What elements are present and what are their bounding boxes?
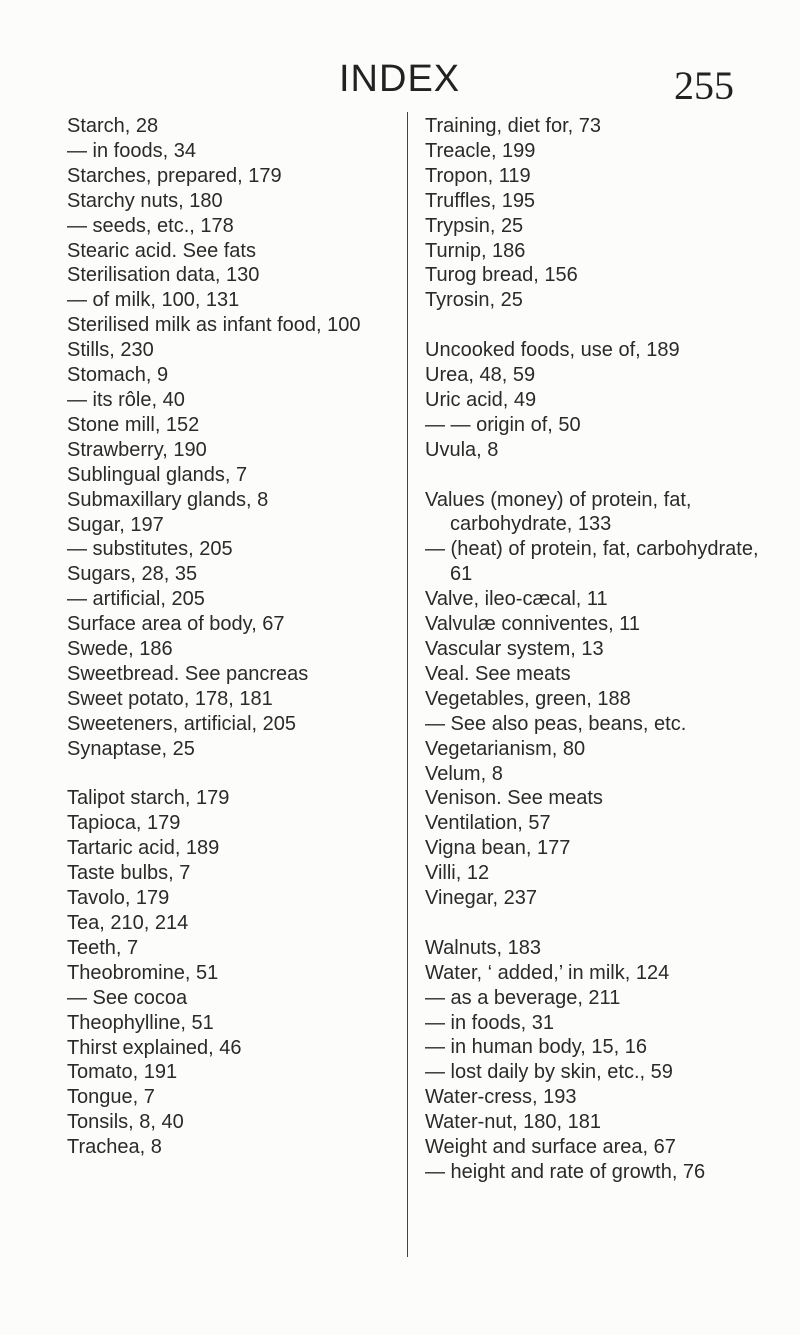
index-entry: — See also peas, beans, etc.	[425, 712, 687, 735]
index-entry: Turnip, 186	[425, 239, 526, 262]
index-entry: Treacle, 199	[425, 139, 536, 162]
index-entry: Uric acid, 49	[425, 388, 537, 411]
index-entry: — — origin of, 50	[425, 413, 581, 436]
index-entry: Stearic acid. See fats	[67, 239, 256, 262]
index-entry: Sugar, 197	[67, 513, 164, 536]
index-entry: Tomato, 191	[67, 1061, 178, 1084]
index-entry: — its rôle, 40	[67, 388, 185, 411]
index-entry: Taste bulbs, 7	[67, 862, 191, 885]
index-entry: Valvulæ conniventes, 11	[425, 613, 640, 636]
index-entry: Trypsin, 25	[425, 214, 524, 237]
index-entry: — height and rate of growth, 76	[425, 1161, 706, 1184]
index-entry: — substitutes, 205	[67, 538, 233, 561]
index-entry: Starches, prepared, 179	[67, 164, 282, 187]
index-entry: Submaxillary glands, 8	[67, 488, 269, 511]
index-entry: — artificial, 205	[67, 588, 205, 611]
index-entry: — in human body, 15, 16	[425, 1036, 647, 1059]
index-entry: Tyrosin, 25	[425, 289, 523, 312]
index-entry: Stone mill, 152	[67, 413, 200, 436]
index-entry: Theobromine, 51	[67, 961, 219, 984]
section-gap	[425, 911, 770, 936]
index-entry: Thirst explained, 46	[67, 1036, 242, 1059]
index-column-left	[67, 114, 397, 1160]
index-entry: Weight and surface area, 67	[425, 1136, 676, 1159]
index-entry: Sweeteners, artificial, 205	[67, 712, 297, 735]
index-entry: Teeth, 7	[67, 936, 139, 959]
index-entry: Tapioca, 179	[67, 812, 181, 835]
index-entry: Values (money) of protein, fat, carbohydrate, 133	[425, 488, 692, 536]
index-entry: Tropon, 119	[425, 164, 531, 187]
index-entry: Synaptase, 25	[67, 737, 195, 760]
index-entry: Turog bread, 156	[425, 264, 578, 287]
index-entry: Water, ‘ added,’ in milk, 124	[425, 961, 670, 984]
index-entry: — See cocoa	[67, 986, 188, 1009]
index-entry: Starch, 28	[67, 115, 159, 137]
index-entry: Starchy nuts, 180	[67, 189, 223, 212]
index-entry: — (heat) of protein, fat, carbohydrate, 61	[425, 538, 759, 586]
index-entry: Sterilisation data, 130	[67, 264, 260, 287]
index-entry: Tea, 210, 214	[67, 911, 189, 934]
page-number: 255	[674, 63, 734, 108]
index-entry: Stomach, 9	[67, 364, 169, 387]
section-gap	[67, 762, 397, 787]
index-entry: Vegetables, green, 188	[425, 687, 631, 710]
index-entry: Vinegar, 237	[425, 887, 537, 910]
index-entry: Vegetarianism, 80	[425, 737, 586, 760]
index-entry: Truffles, 195	[425, 189, 536, 212]
index-entry: Surface area of body, 67	[67, 613, 285, 636]
index-entry: Strawberry, 190	[67, 438, 207, 461]
section-gap	[425, 463, 770, 488]
column-divider	[407, 112, 408, 1257]
index-entry: Venison. See meats	[425, 787, 603, 810]
index-entry: Stills, 230	[67, 339, 154, 362]
index-entry: — in foods, 31	[425, 1011, 554, 1034]
index-entry: — in foods, 34	[67, 139, 196, 162]
index-entry: Tavolo, 179	[67, 887, 170, 910]
index-entry: Uvula, 8	[425, 438, 499, 461]
index-entry: Tongue, 7	[67, 1086, 155, 1109]
index-entry: Walnuts, 183	[425, 936, 541, 959]
index-entry: Veal. See meats	[425, 662, 571, 685]
index-entry: Tonsils, 8, 40	[67, 1111, 184, 1134]
index-entry: Swede, 186	[67, 638, 173, 661]
index-entry: Ventilation, 57	[425, 812, 551, 835]
index-entry: — as a beverage, 211	[425, 986, 621, 1009]
index-entry: Vascular system, 13	[425, 638, 604, 660]
index-entry: — seeds, etc., 178	[67, 214, 234, 237]
index-entry: Sterilised milk as infant food, 100	[67, 314, 361, 337]
index-entry: Water-nut, 180, 181	[425, 1111, 602, 1134]
index-entry: Talipot starch, 179	[67, 787, 230, 810]
index-entry: Valve, ileo-cæcal, 11	[425, 588, 608, 611]
index-entry: Theophylline, 51	[67, 1011, 214, 1034]
index-entry: Urea, 48, 59	[425, 364, 536, 387]
index-entry: Water-cress, 193	[425, 1086, 577, 1109]
index-entry: Trachea, 8	[67, 1136, 162, 1159]
section-gap	[425, 313, 770, 338]
index-column-right	[425, 114, 770, 1185]
index-entry: Vigna bean, 177	[425, 837, 571, 860]
index-entry: Tartaric acid, 189	[67, 837, 220, 860]
index-entry: Sweet potato, 178, 181	[67, 687, 273, 710]
index-entry: Training, diet for, 73	[425, 115, 602, 137]
index-entry: Uncooked foods, use of, 189	[425, 339, 680, 362]
index-entry: Sugars, 28, 35	[67, 563, 198, 586]
index-entry: — lost daily by skin, etc., 59	[425, 1061, 673, 1084]
index-entry: Villi, 12	[425, 862, 490, 885]
index-entry: Velum, 8	[425, 762, 503, 785]
index-entry: — of milk, 100, 131	[67, 289, 240, 312]
page-title: INDEX	[339, 58, 461, 100]
index-entry: Sweetbread. See pancreas	[67, 662, 309, 685]
index-entry: Sublingual glands, 7	[67, 463, 248, 486]
